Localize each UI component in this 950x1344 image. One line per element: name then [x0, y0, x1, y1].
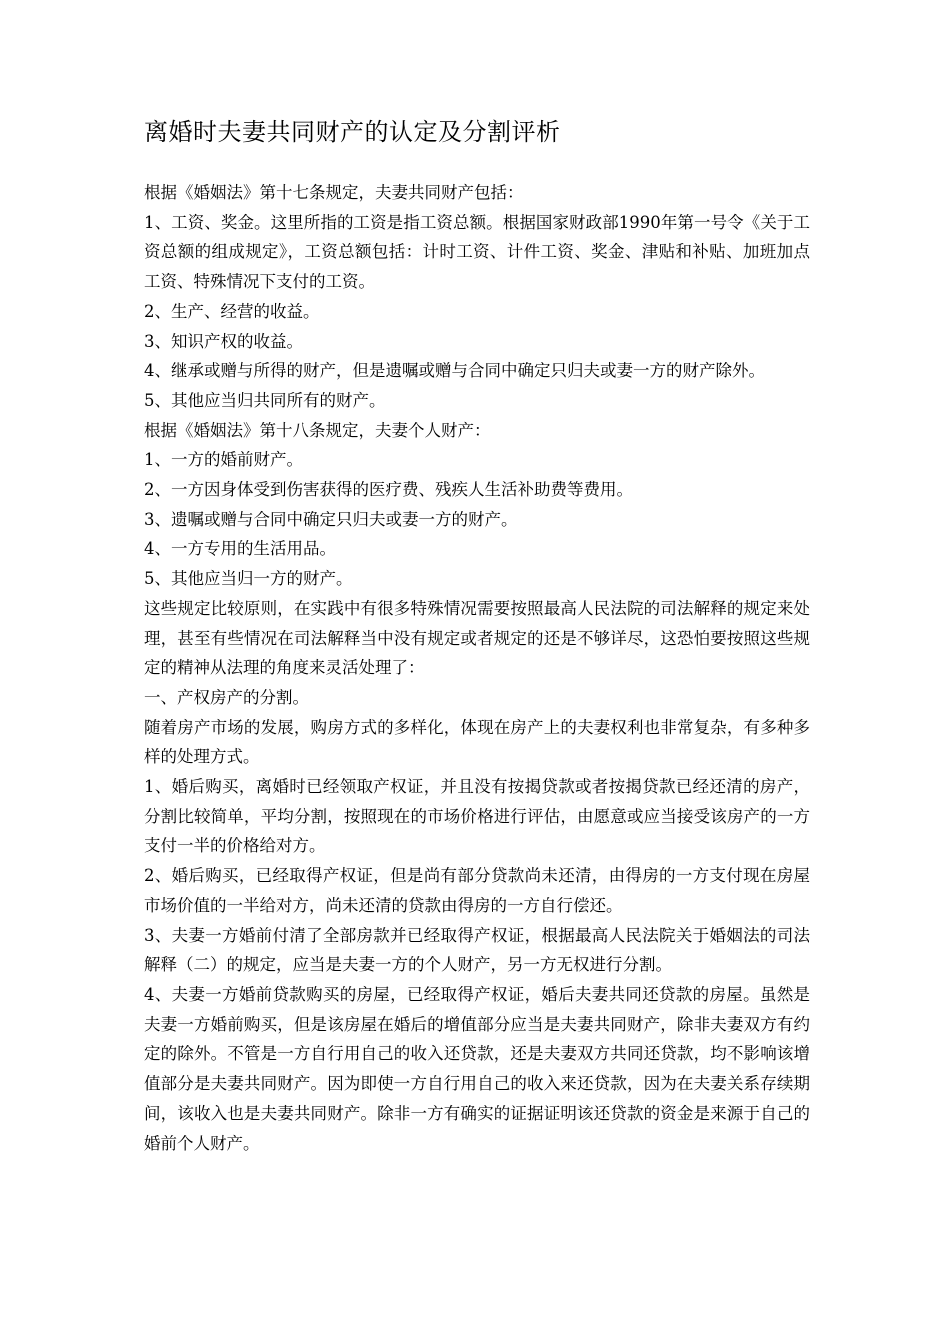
paragraph-joint-item-2: 2、生产、经营的收益。: [144, 301, 320, 321]
paragraph-joint-item-1: 1、工资、奖金。这里所指的工资是指工资总额。根据国家财政部1990年第一号令《关于工资总额的组成规定》，工资总额包括：计时工资、计件工资、奖金、津贴和补贴、加班加点工资、特殊情况下支付的工资。: [144, 212, 810, 292]
paragraph-housing-case-3: 3、夫妻一方婚前付清了全部房款并已经取得产权证，根据最高人民法院关于婚姻法的司法解释（二）的规定，应当是夫妻一方的个人财产，另一方无权进行分割。: [144, 925, 810, 975]
paragraph-joint-item-5: 5、其他应当归共同所有的财产。: [144, 390, 386, 410]
paragraph-personal-item-2: 2、一方因身体受到伤害获得的医疗费、残疾人生活补助费等费用。: [144, 480, 633, 500]
paragraph-housing-case-4: 4、夫妻一方婚前贷款购买的房屋，已经取得产权证，婚后夫妻共同还贷款的房屋。虽然是夫妻一方婚前购买，但是该房屋在婚后的增值部分应当是夫妻共同财产，除非夫妻双方有约定的除外。不管是一方自行用自己的收入还贷款，还是夫妻双方共同还贷款，均不影响该增值部分是夫妻共同财产。因为即使一方自行用自己的收入来还贷款，因为在夫妻关系存续期间，该收入也是夫妻共同财产。除非一方有确实的证据证明该还贷款的资金是来源于自己的婚前个人财产。: [144, 984, 810, 1153]
paragraph-personal-item-1: 1、一方的婚前财产。: [144, 450, 303, 470]
paragraph-principles-note: 这些规定比较原则，在实践中有很多特殊情况需要按照最高人民法院的司法解释的规定来处理，甚至有些情况在司法解释当中没有规定或者规定的还是不够详尽，这恐怕要按照这些规定的精神从法理的角度来灵活处理了：: [144, 598, 810, 678]
paragraph-personal-item-5: 5、其他应当归一方的财产。: [144, 569, 353, 589]
paragraph-personal-item-4: 4、一方专用的生活用品。: [144, 539, 336, 559]
paragraph-housing-market: 随着房产市场的发展，购房方式的多样化，体现在房产上的夫妻权利也非常复杂，有多种多样的处理方式。: [144, 717, 810, 767]
paragraph-personal-item-3: 3、遗嘱或赠与合同中确定只归夫或妻一方的财产。: [144, 509, 518, 529]
paragraph-joint-item-3: 3、知识产权的收益。: [144, 331, 303, 351]
section-heading-property-division: 一、产权房产的分割。: [144, 687, 309, 707]
document-body: [144, 178, 810, 1158]
document-title: 离婚时夫妻共同财产的认定及分割评析: [144, 118, 561, 146]
paragraph-intro-personal-property: 根据《婚姻法》第十八条规定，夫妻个人财产：: [144, 420, 491, 440]
paragraph-intro-joint-property: 根据《婚姻法》第十七条规定，夫妻共同财产包括：: [144, 183, 524, 202]
document-page: [144, 112, 810, 1158]
paragraph-housing-case-1: 1、婚后购买，离婚时已经领取产权证，并且没有按揭贷款或者按揭贷款已经还清的房产，分割比较简单，平均分割，按照现在的市场价格进行评估，由愿意或应当接受该房产的一方支付一半的价格给对方。: [144, 777, 810, 856]
paragraph-joint-item-4: 4、继承或赠与所得的财产，但是遗嘱或赠与合同中确定只归夫或妻一方的财产除外。: [144, 361, 765, 381]
paragraph-housing-case-2: 2、婚后购买，已经取得产权证，但是尚有部分贷款尚未还清，由得房的一方支付现在房屋市场价值的一半给对方，尚未还清的贷款由得房的一方自行偿还。: [144, 866, 810, 915]
